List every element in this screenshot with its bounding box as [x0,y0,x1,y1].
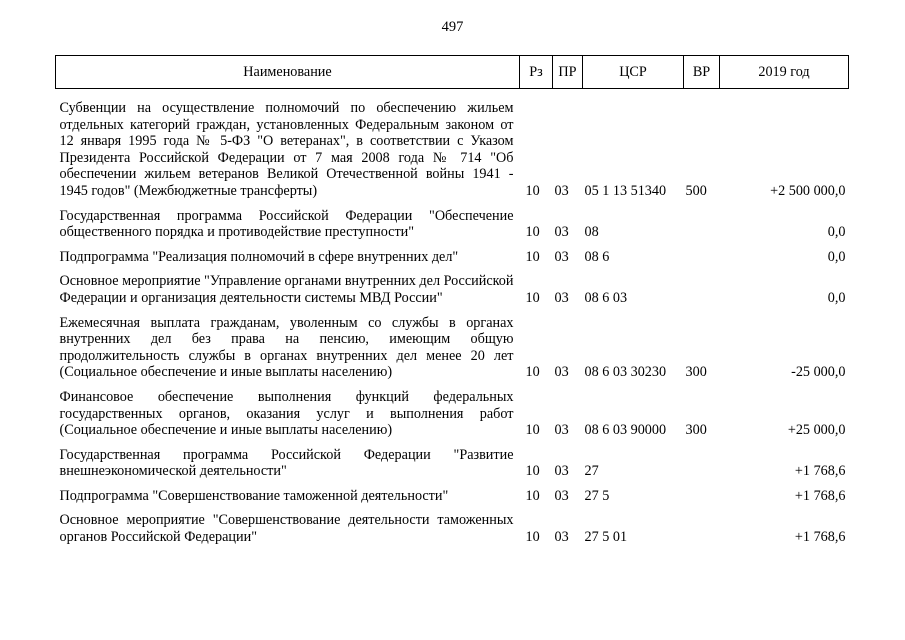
table-row [56,480,849,505]
table-row [56,265,849,306]
row-name: Подпрограмма "Реализация полномочий в сфере внутренних дел" [59,248,459,265]
row-csr: 05 1 13 51340 [584,182,667,199]
row-rz: 10 [525,422,540,439]
table-row [56,307,849,381]
row-amount: +1 768,6 [794,463,846,480]
row-vr [684,480,720,505]
row-rz: 10 [525,248,540,265]
row-amount: +1 768,6 [794,529,846,546]
row-csr: 08 [584,224,599,241]
header-pr: ПР [553,56,583,89]
row-vr [684,439,720,480]
row-vr: 300 [685,422,707,439]
row-pr: 03 [554,289,569,306]
row-pr: 03 [554,248,569,265]
row-csr: 27 [584,463,599,480]
header-rz: Рз [520,56,553,89]
row-pr: 03 [554,529,569,546]
table-row [56,439,849,480]
table-row [56,381,849,439]
row-pr: 03 [554,364,569,381]
row-pr: 03 [554,487,569,504]
row-pr: 03 [554,224,569,241]
row-pr: 03 [554,422,569,439]
row-csr: 27 5 [584,487,610,504]
row-rz: 10 [525,289,540,306]
header-vr: ВР [684,56,720,89]
row-name: Государственная программа Российской Федерации "Обеспечение общественного порядка и противодействие преступности" [59,207,514,241]
table-row [56,241,849,266]
row-rz: 10 [525,529,540,546]
page-number: 497 [441,19,464,35]
row-rz: 10 [525,463,540,480]
row-amount: +1 768,6 [794,487,846,504]
row-name: Основное мероприятие "Управление органами внутренних дел Российской Федерации и организация деятельности системы МВД России" [59,273,514,306]
row-name: Финансовое обеспечение выполнения функций федеральных государственных органов, оказания услуг и выполнения работ (Социальное обеспечение и иные выплаты населению) [59,388,514,439]
row-amount: 0,0 [827,289,846,306]
row-vr: 300 [685,364,707,381]
row-csr: 08 6 03 [584,289,628,306]
table-row [56,200,849,241]
row-vr: 500 [685,182,707,199]
row-name: Основное мероприятие "Совершенствование деятельности таможенных органов Российской Федерации" [59,512,514,546]
row-vr [684,504,720,545]
row-pr: 03 [554,182,569,199]
budget-table [55,55,849,546]
table-row [56,89,849,200]
row-name: Ежемесячная выплата гражданам, уволенным со службы в органах внутренних дел без права на пенсию, имеющим общую продолжительность службы в органах внутренних дел менее 20 лет (Социальное обеспечение и иные выплаты населению) [59,314,514,381]
row-amount: 0,0 [827,248,846,265]
header-name: Наименование [56,56,520,89]
table-row [56,504,849,545]
row-name: Субвенции на осуществление полномочий по обеспечению жильем отдельных категорий граждан, установленных Федеральным законом от 12 января 1995 года № 5-ФЗ "О ветеранах", в соответствии с Указом Президента Российской Федерации от 7 мая 2008 года № 714 "Об обеспечении жильем ветеранов Великой Отечественной войны 1941 - 1945 годов" (Межбюджетные трансферты) [59,100,514,199]
row-vr [684,241,720,266]
header-year: 2019 год [720,56,849,89]
row-amount: +2 500 000,0 [770,182,846,199]
row-rz: 10 [525,182,540,199]
row-rz: 10 [525,364,540,381]
row-pr: 03 [554,463,569,480]
header-csr: ЦСР [583,56,684,89]
row-name: Государственная программа Российской Федерации "Развитие внешнеэкономической деятельности" [59,446,514,480]
row-csr: 08 6 03 90000 [584,422,667,439]
row-csr: 08 6 03 30230 [584,364,667,381]
row-amount: -25 000,0 [791,364,846,381]
row-name: Подпрограмма "Совершенствование таможенной деятельности" [59,487,449,504]
row-amount: 0,0 [827,224,846,241]
row-csr: 08 6 [584,248,610,265]
row-rz: 10 [525,224,540,241]
row-rz: 10 [525,487,540,504]
row-csr: 27 5 01 [584,529,628,546]
table-header-row [56,56,849,89]
row-vr [684,200,720,241]
row-vr [684,265,720,306]
row-amount: +25 000,0 [787,422,846,439]
